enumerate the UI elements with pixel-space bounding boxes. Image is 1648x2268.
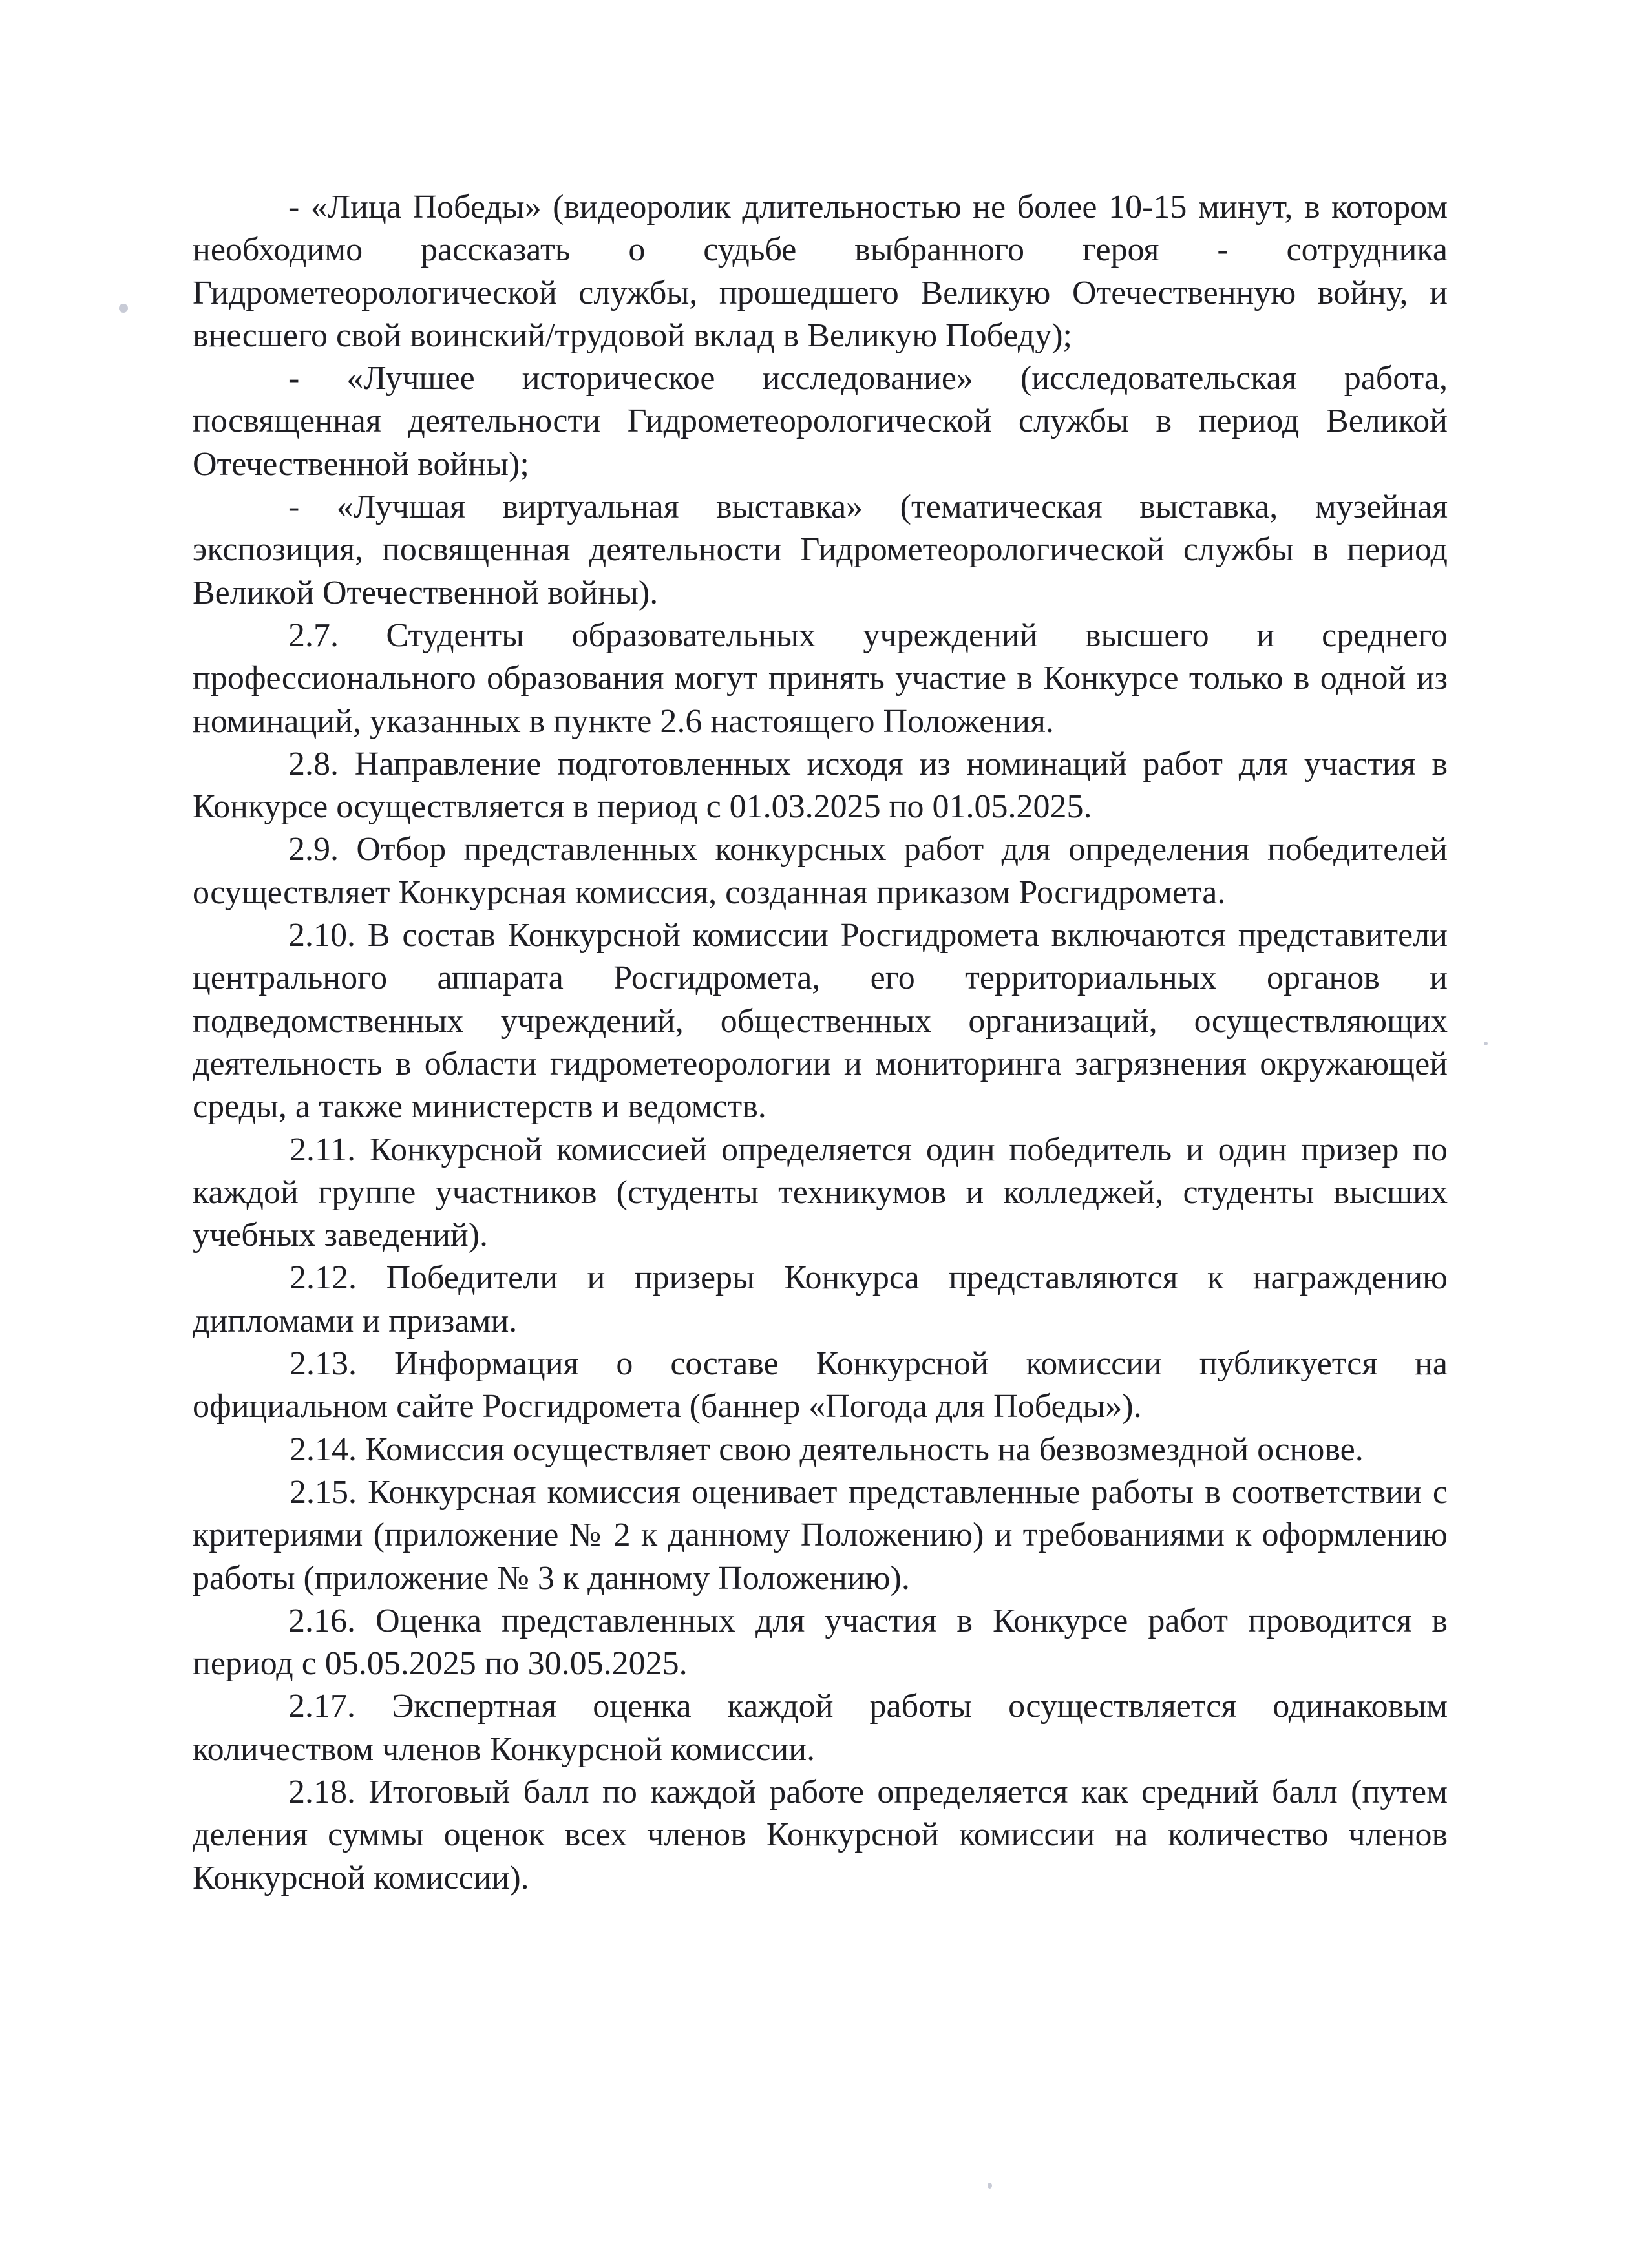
paragraph-2-10: 2.10. В состав Конкурсной комиссии Росгидромета включаются представители центрального аппарата Росгидромета, его территориальных органов и подведомственных учреждений, общественных организаций, осуществляющих деятельность в области гидрометеорологии и мониторинга загрязнения окружающей среды, а также министерств и ведомств. (193, 917, 1448, 1126)
paragraph-2-8: 2.8. Направление подготовленных исходя из номинаций работ для участия в Конкурсе осуществляется в период с 01.03.2025 по 01.05.2025. (193, 745, 1448, 826)
paragraph-nomination-best-historical-research: - «Лучшее историческое исследование» (исследовательская работа, посвященная деятельности Гидрометеорологической службы в период Великой Отечественной войны); (193, 360, 1448, 483)
paragraph-2-11: 2.11. Конкурсной комиссией определяется один победитель и один призер по каждой группе участников (студенты техникумов и колледжей, студенты высших учебных заведений). (193, 1131, 1448, 1254)
paragraph-2-7: 2.7. Студенты образовательных учреждений высшего и среднего профессионального образования могут принять участие в Конкурсе только в одной из номинаций, указанных в пункте 2.6 настоящего Положения. (193, 616, 1448, 740)
paragraph-2-14: 2.14. Комиссия осуществляет свою деятельность на безвозмездной основе. (290, 1431, 1364, 1468)
paragraph-2-15: 2.15. Конкурсная комиссия оценивает представленные работы в соответствии с критериями (приложение № 2 к данному Положению) и требованиями к оформлению работы (приложение № 3 к данному Положению). (193, 1473, 1448, 1597)
paragraph-2-13: 2.13. Информация о составе Конкурсной комиссии публикуется на официальном сайте Росгидромета (баннер «Погода для Победы»). (193, 1345, 1448, 1425)
scan-speck (119, 304, 128, 313)
paragraph-2-17: 2.17. Экспертная оценка каждой работы осуществляется одинаковым количеством членов Конкурсной комиссии. (193, 1688, 1448, 1768)
document-body (193, 186, 1448, 1900)
paragraph-nomination-best-virtual-exhibition: - «Лучшая виртуальная выставка» (тематическая выставка, музейная экспозиция, посвященная деятельности Гидрометеорологической службы в период Великой Отечественной войны). (193, 488, 1448, 611)
paragraph-nomination-faces-of-victory: - «Лица Победы» (видеоролик длительностью не более 10-15 минут, в котором необходимо рассказать о судьбе выбранного героя - сотрудника Гидрометеорологической службы, прошедшего Великую Отечественную войну, и внесшего свой воинский/трудовой вклад в Великую Победу); (193, 189, 1448, 354)
scan-speck (988, 2183, 992, 2189)
paragraph-2-12: 2.12. Победители и призеры Конкурса представляются к награждению дипломами и призами. (193, 1259, 1448, 1339)
paragraph-2-9: 2.9. Отбор представленных конкурсных работ для определения победителей осуществляет Конкурсная комиссия, созданная приказом Росгидромета. (193, 831, 1448, 911)
scan-speck (1484, 1042, 1488, 1045)
paragraph-2-16: 2.16. Оценка представленных для участия в Конкурсе работ проводится в период с 05.05.2025 по 30.05.2025. (193, 1602, 1448, 1683)
paragraph-2-18: 2.18. Итоговый балл по каждой работе определяется как средний балл (путем деления суммы оценок всех членов Конкурсной комиссии на количество членов Конкурсной комиссии). (193, 1773, 1448, 1896)
